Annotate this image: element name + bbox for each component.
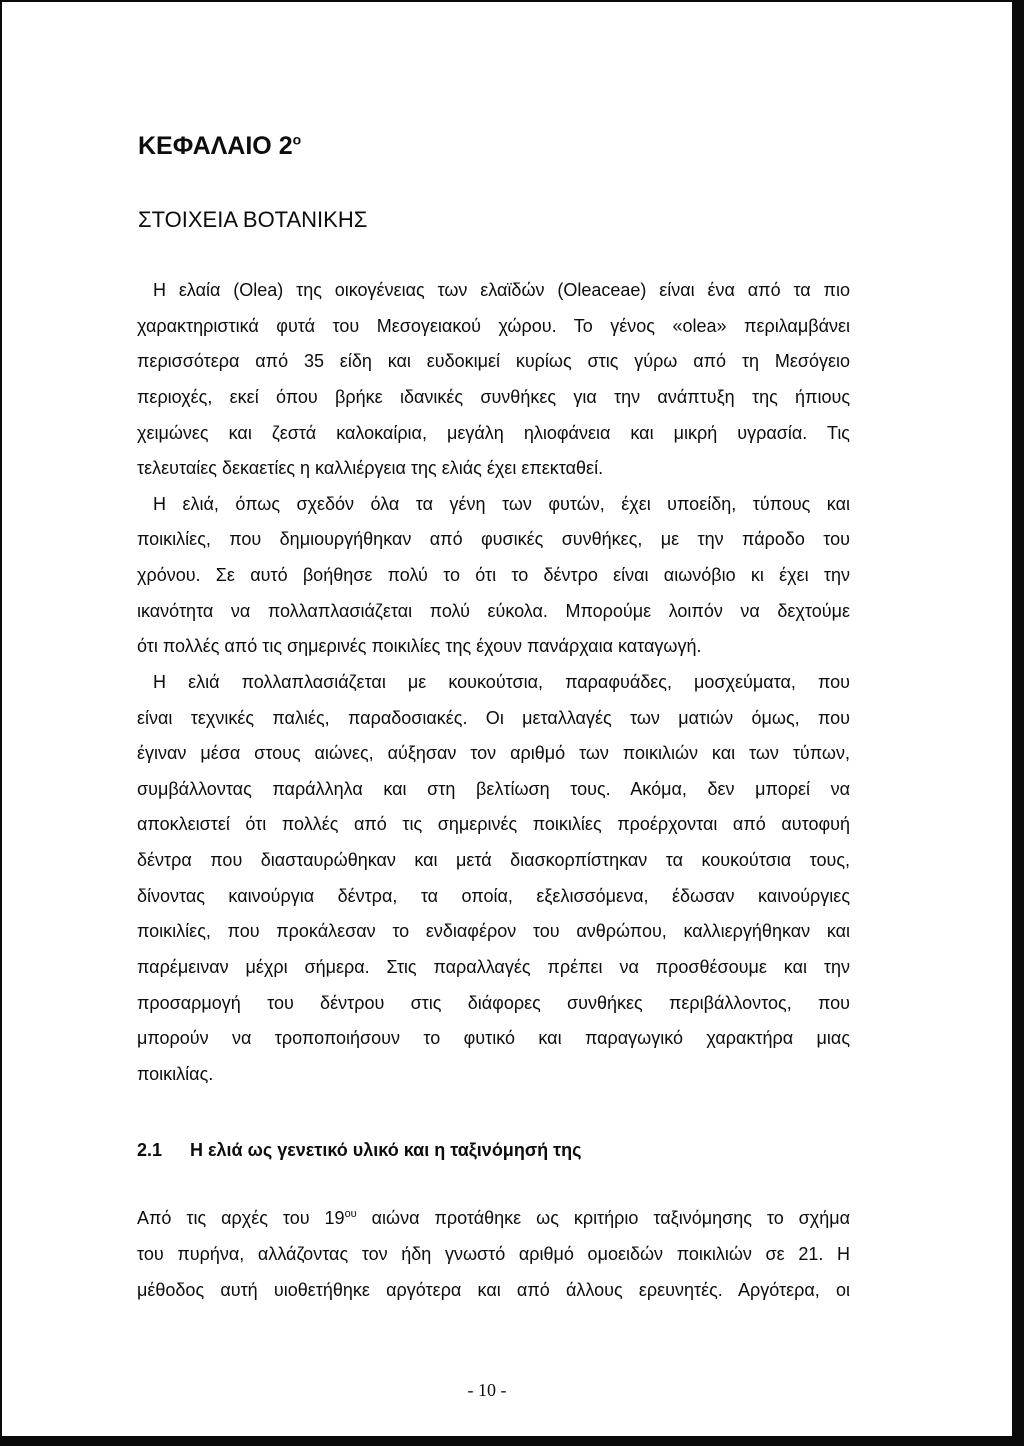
text-line: είναι τεχνικές παλιές, παραδοσιακές. Οι μεταλλαγές των ματιών όμως, που <box>137 707 850 728</box>
text-line: περισσότερα από 35 είδη και ευδοκιμεί κυρίως στις γύρω από τη Μεσόγειο <box>137 351 850 372</box>
chapter-title <box>138 131 301 161</box>
text-line: δέντρα που διασταυρώθηκαν και μετά διασκορπίστηκαν τα κουκούτσια τους, <box>137 850 850 870</box>
paragraph <box>137 665 850 1093</box>
text-line: περιοχές, εκεί όπου βρήκε ιδανικές συνθήκες για την ανάπτυξη της ήπιους <box>137 386 850 407</box>
text-line: χρόνου. Σε αυτό βοήθησε πολύ το ότι το δέντρο είναι αιωνόβιο κι έχει την <box>137 565 850 585</box>
ordinal-superscript: ου <box>344 1208 357 1220</box>
text-line: ποικιλίες, που προκάλεσαν το ενδιαφέρον του ανθρώπου, καλλιεργήθηκαν και <box>137 921 850 942</box>
chapter-title-superscript: ο <box>292 131 302 148</box>
text-line: δίνοντας καινούργια δέντρα, τα οποία, εξελισσόμενα, έδωσαν καινούργιες <box>137 885 850 906</box>
text-line <box>137 1200 850 1236</box>
text-line: μέθοδος αυτή υιοθετήθηκε αργότερα και από άλλους ερευνητές. Αργότερα, οι <box>137 1280 850 1300</box>
paragraph <box>137 487 850 665</box>
text-line: ποικιλίες, που δημιουργήθηκαν από φυσικές συνθήκες, με την πάροδο του <box>137 529 850 550</box>
page-number: - 10 - <box>467 1380 507 1400</box>
text-line: ότι πολλές από τις σημερινές ποικιλίες της έχουν πανάρχαια καταγωγή. <box>137 636 702 657</box>
chapter-body <box>137 273 850 1092</box>
text-line: τελευταίες δεκαετίες η καλλιέργεια της ελιάς έχει επεκταθεί. <box>137 458 604 479</box>
text-line: Η ελαία (Olea) της οικογένειας των ελαϊδών (Oleaceae) είναι ένα από τα πιο <box>153 280 850 300</box>
text-line: μπορούν να τροποποιήσουν το φυτικό και παραγωγικό χαρακτήρα μιας <box>137 1028 850 1049</box>
section-number: 2.1 <box>137 1140 163 1160</box>
chapter-subtitle: ΣΤΟΙΧΕΙΑ ΒΟΤΑΝΙΚΗΣ <box>138 207 368 232</box>
text-line: παρέμειναν μέχρι σήμερα. Στις παραλλαγές πρέπει να προσθέσουμε και την <box>137 956 850 977</box>
text-line: χαρακτηριστικά φυτά του Μεσογειακού χώρου. Το γένος «olea» περιλαμβάνει <box>137 315 850 336</box>
text-line: προσαρμογή του δέντρου στις διάφορες συνθήκες περιβάλλοντος, που <box>137 992 850 1013</box>
text-line: του πυρήνα, αλλάζοντας τον ήδη γνωστό αριθμό ομοειδών ποικιλιών σε 21. Η <box>137 1244 850 1264</box>
chapter-title-text: ΚΕΦΑΛΑΙΟ 2 <box>138 132 293 160</box>
text-segment: αιώνα προτάθηκε ως κριτήριο ταξινόμησης το σχήμα <box>356 1208 851 1228</box>
text-line: Η ελιά, όπως σχεδόν όλα τα γένη των φυτών, έχει υποείδη, τύπους και <box>153 493 850 514</box>
paragraph <box>137 273 850 487</box>
text-line: συμβάλλοντας παράλληλα και στη βελτίωση τους. Ακόμα, δεν μπορεί να <box>137 778 850 799</box>
section-title: Η ελιά ως γενετικό υλικό και η ταξινόμησή της <box>190 1140 582 1160</box>
text-line: έγιναν μέσα στους αιώνες, αύξησαν τον αριθμό των ποικιλιών και των τύπων, <box>137 743 850 764</box>
text-line: Η ελιά πολλαπλασιάζεται με κουκούτσια, παραφυάδες, μοσχεύματα, που <box>153 671 850 692</box>
paragraph <box>137 1200 850 1308</box>
text-line: χειμώνες και ζεστά καλοκαίρια, μεγάλη ηλιοφάνεια και μικρή υγρασία. Τις <box>137 422 850 443</box>
text-line: αποκλειστεί ότι πολλές από τις σημερινές ποικιλίες προέρχονται από αυτοφυή <box>137 814 850 835</box>
text-segment: Από τις αρχές του 19 <box>137 1208 345 1228</box>
text-line: ποικιλίας. <box>137 1063 214 1084</box>
section-heading <box>137 1137 582 1163</box>
text-line: ικανότητα να πολλαπλασιάζεται πολύ εύκολα. Μπορούμε λοιπόν να δεχτούμε <box>137 600 850 621</box>
